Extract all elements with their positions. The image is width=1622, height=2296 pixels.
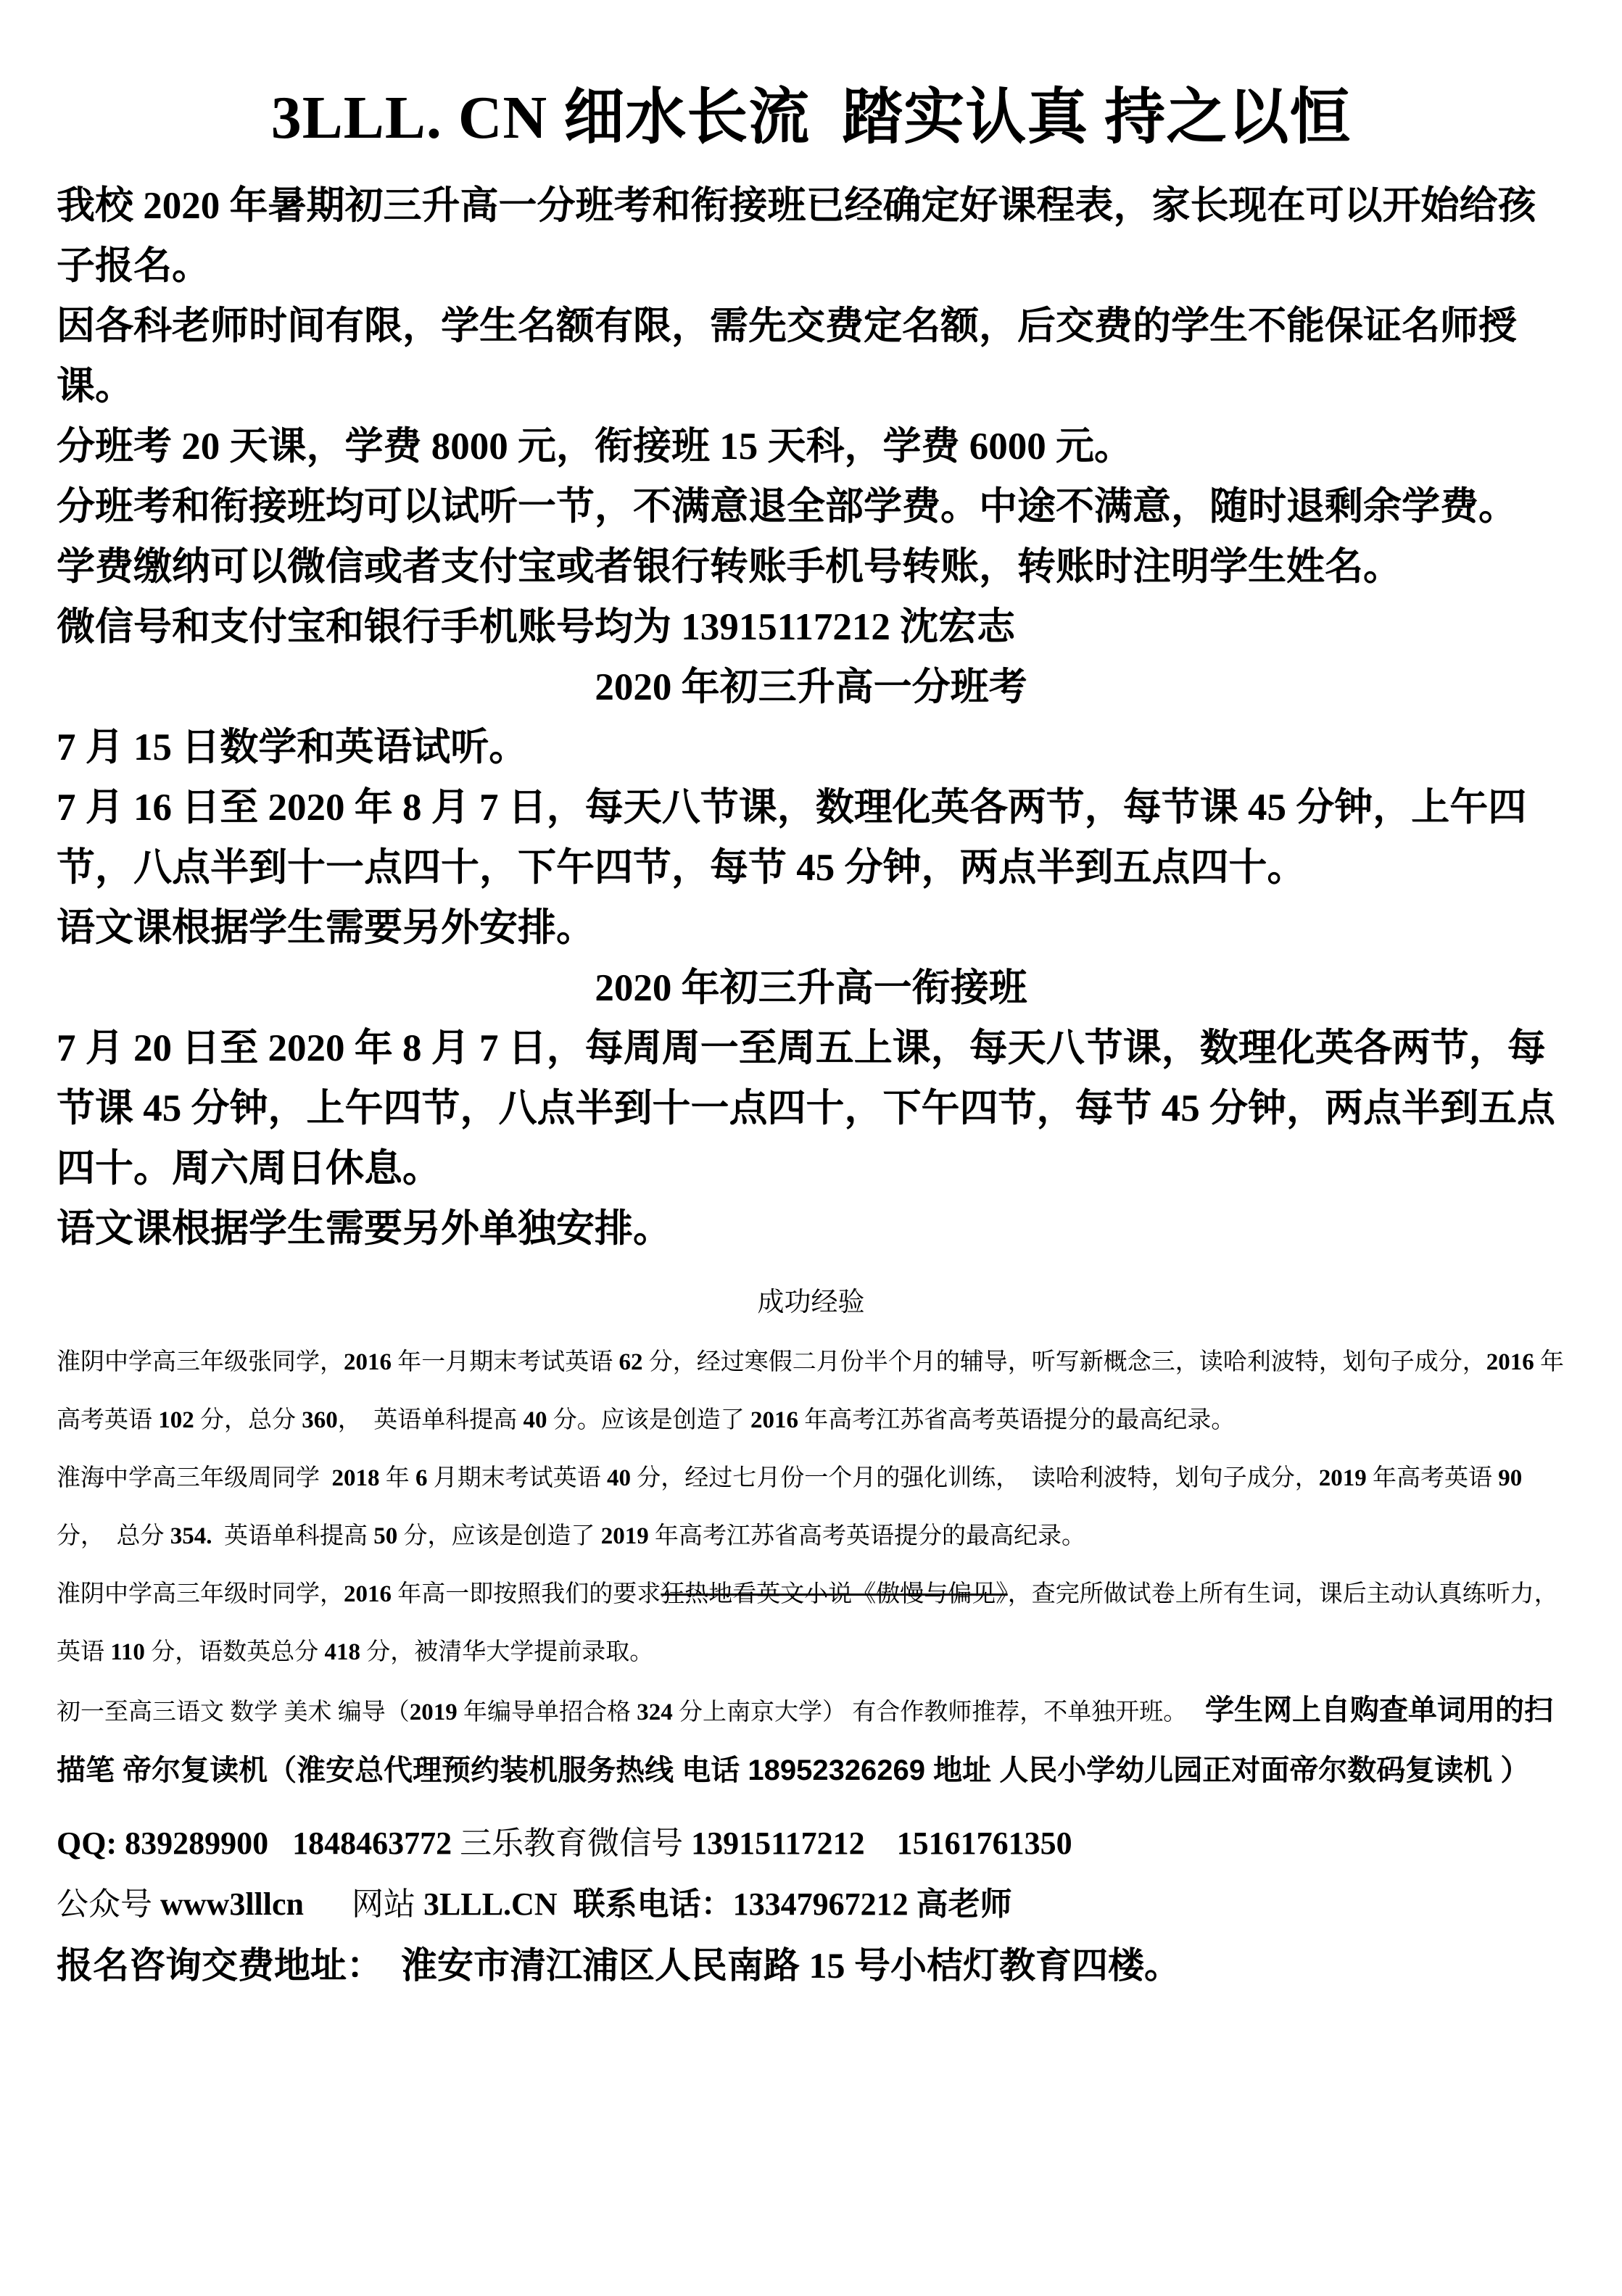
success-story-2: 淮海中学高三年级周同学 2018 年 6 月期末考试英语 40 分，经过七月份一个月的强化训练， 读哈利波特，划句子成分，2019 年高考英语 90 分， 总分 354. 英语单科提高 50 分，应该是创造了 2019 年高考江苏省高考英语提分的最高纪录。 <box>57 1465 1528 1549</box>
courses-paragraph <box>57 1681 1565 1802</box>
website-url: 3LLL.CN <box>423 1886 558 1922</box>
official-account-id: www3lllcn <box>160 1886 304 1922</box>
qq-numbers: QQ: 839289900 1848463772 <box>57 1825 460 1861</box>
registration-address-line: 报名咨询交费地址： 淮安市清江浦区人民南路 15 号小桔灯教育四楼。 <box>57 1945 1180 1986</box>
placement-exam-paragraph-3: 语文课根据学生需要另外安排。 <box>57 907 595 949</box>
bridging-class-paragraph-1: 7 月 20 日至 2020 年 8 月 7 日，每周周一至周五上课，每天八节课，数理化英各两节，每节课 45 分钟，上午四节，八点半到十一点四十，下午四节，每节 45 分钟，两点半到五点四十。周六周日休息。 <box>57 1027 1555 1190</box>
success-section <box>57 1281 1565 1802</box>
intro-paragraph-3: 分班考 20 天课，学费 8000 元，衔接班 15 天科，学费 6000 元。 <box>57 426 1133 468</box>
courses-regular-text: 初一至高三语文 数学 美术 编导（2019 年编导单招合格 324 分上南京大学） 有合作教师推荐，不单独开班。 <box>57 1699 1205 1725</box>
intro-paragraph-2: 因各科老师时间有限，学生名额有限，需先交费定名额，后交费的学生不能保证名师授课。 <box>57 305 1517 407</box>
success-story-3 <box>57 1565 1565 1681</box>
qq-contact-line <box>57 1813 1565 1874</box>
website-label: 网站 <box>304 1886 423 1922</box>
wechat-numbers: 13915117212 15161761350 <box>691 1825 1072 1861</box>
placement-exam-section <box>57 658 1565 958</box>
placement-exam-heading: 2020 年初三升高一分班考 <box>595 666 1027 708</box>
text-run: ，查完所做试卷上所有生词，课后主动认真练听力，英语 110 分，语数英总分 418 分，被清华大学提前录取。 <box>57 1581 1558 1665</box>
wechat-label: 三乐教育微信号 <box>460 1825 692 1861</box>
placement-exam-paragraph-2: 7 月 16 日至 2020 年 8 月 7 日，每天八节课，数理化英各两节，每节课 45 分钟，上午四节，八点半到十一点四十，下午四节，每节 45 分钟，两点半到五点四十。 <box>57 787 1527 889</box>
official-account-label: 公众号 <box>57 1886 160 1922</box>
success-story-1: 淮阴中学高三年级张同学，2016 年一月期末考试英语 62 分，经过寒假二月份半个月的辅导，听写新概念三，读哈利波特，划句子成分，2016 年高考英语 102 分，总分 360， 英语单科提高 40 分。应该是创造了 2016 年高考江苏省高考英语提分的最高纪录。 <box>57 1349 1564 1433</box>
web-contact-line <box>57 1874 1565 1935</box>
contact-phone: 联系电话：13347967212 高老师 <box>557 1886 1012 1922</box>
intro-paragraph-1: 我校 2020 年暑期初三升高一分班考和衔接班已经确定好课程表，家长现在可以开始给孩子报名。 <box>57 185 1536 287</box>
contact-section <box>57 1813 1565 1996</box>
strikethrough-text: 狂热地看英文小说《傲慢与偏见》 <box>661 1581 1008 1607</box>
intro-paragraph-4: 分班考和衔接班均可以试听一节，不满意退全部学费。中途不满意，随时退剩余学费。 <box>57 486 1517 528</box>
scanner-pen-bold-text: 学生网上自购查单词用的扫描笔 帝尔复读机（淮安总代理预约装机服务热线 电话 18952326269 地址 人民小学幼儿园正对面帝尔数码复读机 ） <box>57 1694 1553 1786</box>
text-run: 淮阴中学高三年级时同学，2016 年高一即按照我们的要求 <box>57 1581 661 1607</box>
success-heading: 成功经验 <box>757 1288 865 1317</box>
placement-exam-paragraph-1: 7 月 15 日数学和英语试听。 <box>57 726 528 768</box>
bridging-class-heading: 2020 年初三升高一衔接班 <box>595 967 1027 1009</box>
page-title: 3LLL. CN 细水长流 踏实认真 持之以恒 <box>270 84 1352 152</box>
bridging-class-paragraph-2: 语文课根据学生需要另外单独安排。 <box>57 1208 671 1250</box>
intro-section <box>57 176 1565 658</box>
intro-paragraph-5: 学费缴纳可以微信或者支付宝或者银行转账手机号转账，转账时注明学生姓名。 <box>57 546 1402 588</box>
bridging-class-section <box>57 958 1565 1259</box>
intro-paragraph-6: 微信号和支付宝和银行手机账号均为 13915117212 沈宏志 <box>57 606 1016 648</box>
